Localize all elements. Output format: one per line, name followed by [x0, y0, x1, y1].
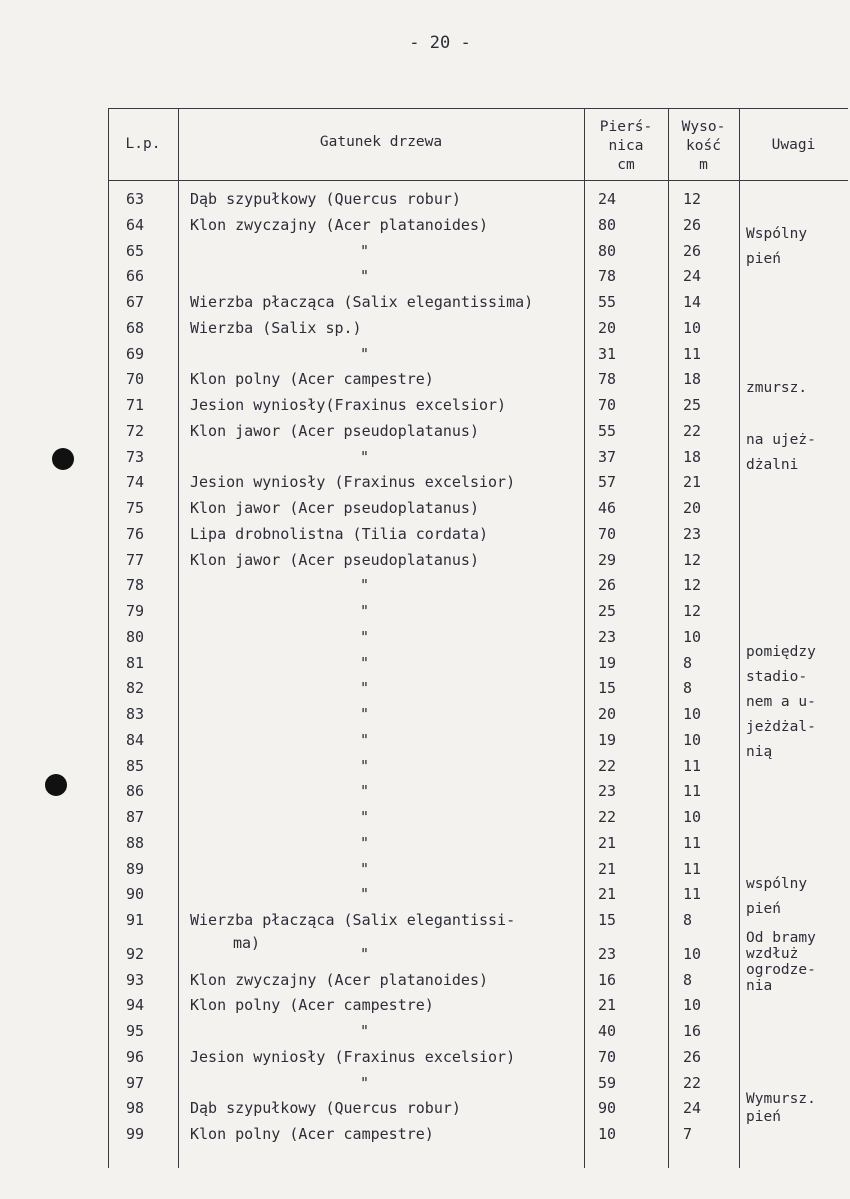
row-piersnica: 15 — [598, 911, 617, 929]
row-gatunek: Jesion wyniosły(Fraxinus excelsior) — [190, 396, 507, 414]
table-row — [108, 654, 848, 679]
row-gatunek: " — [360, 1073, 370, 1092]
row-wysokosc: 8 — [683, 911, 693, 929]
row-wysokosc: 11 — [683, 782, 702, 801]
row-piersnica: 21 — [598, 885, 617, 904]
table-row — [108, 1125, 848, 1150]
header-lp: L.p. — [125, 136, 161, 152]
row-piersnica: 80 — [598, 241, 617, 260]
row-gatunek: " — [360, 241, 370, 260]
header-bottom-border — [108, 180, 848, 181]
table-row — [108, 267, 848, 292]
row-wysokosc: 11 — [683, 833, 702, 852]
row-piersnica: 21 — [598, 833, 617, 852]
tree-inventory-table — [108, 108, 848, 1168]
row-lp: 83 — [126, 705, 145, 723]
row-piersnica: 24 — [598, 190, 617, 208]
row-lp: 76 — [126, 524, 145, 543]
table-row — [108, 782, 848, 807]
row-piersnica: 16 — [598, 970, 617, 989]
row-lp: 80 — [126, 627, 145, 646]
row-gatunek: " — [360, 627, 370, 646]
row-wysokosc: 26 — [683, 241, 702, 260]
row-lp: 79 — [126, 602, 145, 620]
row-gatunek: " — [360, 679, 370, 698]
row-gatunek: Dąb szypułkowy (Quercus robur) — [190, 190, 461, 208]
row-gatunek: Klon polny (Acer campestre) — [190, 370, 434, 389]
row-lp: 68 — [126, 318, 145, 337]
table-row — [108, 1099, 848, 1124]
row-lp: 75 — [126, 499, 145, 517]
row-wysokosc: 20 — [683, 499, 702, 517]
table-row — [108, 945, 848, 970]
row-gatunek: " — [360, 653, 370, 672]
table-row — [108, 971, 848, 996]
table-row — [108, 396, 848, 421]
table-row — [108, 576, 848, 601]
row-piersnica: 78 — [598, 267, 617, 286]
row-lp: 84 — [126, 730, 145, 749]
row-wysokosc: 8 — [683, 653, 693, 672]
row-lp: 82 — [126, 679, 145, 698]
table-row — [108, 1074, 848, 1099]
row-gatunek: Klon jawor (Acer pseudoplatanus) — [190, 499, 479, 517]
table-row — [108, 808, 848, 833]
row-lp: 66 — [126, 267, 145, 286]
row-wysokosc: 26 — [683, 215, 702, 234]
row-gatunek: " — [360, 602, 370, 620]
table-row — [108, 345, 848, 370]
note-zmursz: zmursz. — [746, 380, 808, 396]
header-uwagi: Uwagi — [771, 137, 816, 153]
row-gatunek: " — [360, 447, 370, 466]
row-lp: 97 — [126, 1073, 145, 1092]
row-gatunek: Klon polny (Acer campestre) — [190, 996, 434, 1015]
row-piersnica: 80 — [598, 215, 617, 234]
header-piersnica: Pierś- nica cm — [599, 119, 653, 173]
row-gatunek: " — [360, 344, 370, 363]
row-gatunek: Klon jawor (Acer pseudoplatanus) — [190, 550, 479, 569]
row-gatunek: " — [360, 885, 370, 904]
row-wysokosc: 14 — [683, 293, 702, 311]
row-lp: 64 — [126, 215, 145, 234]
table-row — [108, 370, 848, 395]
note-pomiedzy-stadionem: pomiędzy stadio- nem a u- jeżdżal- nią — [746, 644, 816, 760]
table-row — [108, 1048, 848, 1073]
row-piersnica: 26 — [598, 576, 617, 595]
row-gatunek: Klon zwyczajny (Acer platanoides) — [190, 215, 489, 234]
row-lp: 92 — [126, 944, 145, 963]
row-wysokosc: 12 — [683, 550, 702, 569]
row-piersnica: 70 — [598, 396, 617, 414]
row-wysokosc: 12 — [683, 576, 702, 595]
row-gatunek: Jesion wyniosły (Fraxinus excelsior) — [190, 1047, 516, 1066]
row-lp: 73 — [126, 447, 145, 466]
row-wysokosc: 23 — [683, 524, 702, 543]
row-gatunek: " — [360, 944, 370, 963]
row-lp: 69 — [126, 344, 145, 363]
table-top-border — [108, 108, 848, 109]
row-wysokosc: 10 — [683, 944, 702, 963]
row-piersnica: 22 — [598, 808, 617, 826]
row-piersnica: 23 — [598, 782, 617, 801]
row-91-continuation: ma) — [233, 934, 261, 952]
row-wysokosc: 21 — [683, 473, 702, 492]
table-row — [108, 525, 848, 550]
row-wysokosc: 18 — [683, 370, 702, 389]
row-lp: 86 — [126, 782, 145, 801]
table-row — [108, 473, 848, 498]
table-row — [108, 628, 848, 653]
row-piersnica: 22 — [598, 756, 617, 775]
row-piersnica: 57 — [598, 473, 617, 492]
row-wysokosc: 24 — [683, 267, 702, 286]
header-wysokosc: Wyso- kość m — [681, 119, 726, 173]
row-piersnica: 90 — [598, 1099, 617, 1118]
row-gatunek: Jesion wyniosły (Fraxinus excelsior) — [190, 473, 516, 492]
row-piersnica: 59 — [598, 1073, 617, 1092]
row-gatunek: Wierzba płacząca (Salix elegantissima) — [190, 293, 534, 311]
row-piersnica: 10 — [598, 1125, 617, 1143]
table-row — [108, 1022, 848, 1047]
row-piersnica: 31 — [598, 344, 617, 363]
row-lp: 89 — [126, 859, 145, 878]
note-wspolny-pien-2: wspólny pień — [746, 876, 808, 917]
row-gatunek: Klon polny (Acer campestre) — [190, 1125, 434, 1143]
row-wysokosc: 11 — [683, 885, 702, 904]
table-row — [108, 602, 848, 627]
row-wysokosc: 7 — [683, 1125, 693, 1143]
note-od-bramy: Od bramy wzdłuż ogrodze- nia — [746, 930, 816, 994]
row-piersnica: 20 — [598, 318, 617, 337]
row-gatunek: Dąb szypułkowy (Quercus robur) — [190, 1099, 461, 1118]
row-wysokosc: 8 — [683, 679, 693, 698]
row-wysokosc: 10 — [683, 730, 702, 749]
row-wysokosc: 10 — [683, 627, 702, 646]
row-wysokosc: 26 — [683, 1047, 702, 1066]
row-lp: 99 — [126, 1125, 145, 1143]
row-wysokosc: 24 — [683, 1099, 702, 1118]
row-gatunek: Klon zwyczajny (Acer platanoides) — [190, 970, 489, 989]
row-gatunek: " — [360, 705, 370, 723]
table-row — [108, 996, 848, 1021]
row-lp: 98 — [126, 1099, 145, 1118]
row-gatunek: " — [360, 859, 370, 878]
row-piersnica: 19 — [598, 730, 617, 749]
row-piersnica: 55 — [598, 293, 617, 311]
row-piersnica: 55 — [598, 421, 617, 440]
row-lp: 81 — [126, 653, 145, 672]
row-piersnica: 46 — [598, 499, 617, 517]
page-number: - 20 - — [409, 33, 471, 53]
table-row — [108, 293, 848, 318]
row-gatunek: Wierzba płacząca (Salix elegantissi- — [190, 911, 516, 929]
table-row — [108, 705, 848, 730]
row-lp: 93 — [126, 970, 145, 989]
row-lp: 74 — [126, 473, 145, 492]
row-wysokosc: 10 — [683, 318, 702, 337]
row-piersnica: 37 — [598, 447, 617, 466]
table-row — [108, 911, 848, 936]
row-wysokosc: 12 — [683, 190, 702, 208]
row-lp: 87 — [126, 808, 145, 826]
row-piersnica: 20 — [598, 705, 617, 723]
row-piersnica: 40 — [598, 1022, 617, 1040]
row-lp: 88 — [126, 833, 145, 852]
row-wysokosc: 25 — [683, 396, 702, 414]
table-row — [108, 242, 848, 267]
row-wysokosc: 11 — [683, 756, 702, 775]
row-piersnica: 25 — [598, 602, 617, 620]
row-wysokosc: 10 — [683, 808, 702, 826]
note-wymursz-pien: Wymursz. pień — [746, 1091, 816, 1125]
row-piersnica: 70 — [598, 1047, 617, 1066]
table-row — [108, 422, 848, 447]
row-lp: 67 — [126, 293, 145, 311]
header-gatunek: Gatunek drzewa — [319, 134, 443, 150]
table-row — [108, 885, 848, 910]
row-lp: 78 — [126, 576, 145, 595]
table-row — [108, 448, 848, 473]
row-piersnica: 15 — [598, 679, 617, 698]
row-gatunek: Lipa drobnolistna (Tilia cordata) — [190, 524, 489, 543]
row-lp: 65 — [126, 241, 145, 260]
table-row — [108, 731, 848, 756]
row-piersnica: 19 — [598, 653, 617, 672]
row-lp: 72 — [126, 421, 145, 440]
table-row — [108, 216, 848, 241]
row-gatunek: " — [360, 808, 370, 826]
row-gatunek: " — [360, 833, 370, 852]
row-gatunek: Klon jawor (Acer pseudoplatanus) — [190, 421, 479, 440]
row-lp: 63 — [126, 190, 145, 208]
row-piersnica: 21 — [598, 859, 617, 878]
table-row — [108, 834, 848, 859]
row-lp: 71 — [126, 396, 145, 414]
table-row — [108, 319, 848, 344]
row-wysokosc: 10 — [683, 996, 702, 1015]
row-wysokosc: 16 — [683, 1022, 702, 1040]
row-gatunek: " — [360, 576, 370, 595]
row-gatunek: " — [360, 730, 370, 749]
row-piersnica: 23 — [598, 627, 617, 646]
table-row — [108, 190, 848, 215]
row-wysokosc: 11 — [683, 344, 702, 363]
row-lp: 95 — [126, 1022, 145, 1040]
row-lp: 96 — [126, 1047, 145, 1066]
row-wysokosc: 12 — [683, 602, 702, 620]
row-lp: 94 — [126, 996, 145, 1015]
table-row — [108, 679, 848, 704]
row-piersnica: 70 — [598, 524, 617, 543]
table-row — [108, 860, 848, 885]
row-wysokosc: 22 — [683, 1073, 702, 1092]
row-piersnica: 23 — [598, 944, 617, 963]
row-lp: 85 — [126, 756, 145, 775]
row-wysokosc: 18 — [683, 447, 702, 466]
table-row — [108, 757, 848, 782]
table-row — [108, 551, 848, 576]
row-gatunek: " — [360, 1022, 370, 1040]
row-wysokosc: 8 — [683, 970, 693, 989]
row-lp: 70 — [126, 370, 145, 389]
table-row — [108, 499, 848, 524]
row-lp: 91 — [126, 911, 145, 929]
row-wysokosc: 10 — [683, 705, 702, 723]
row-lp: 90 — [126, 885, 145, 904]
row-wysokosc: 11 — [683, 859, 702, 878]
row-piersnica: 21 — [598, 996, 617, 1015]
punch-hole-bottom — [45, 774, 67, 796]
row-piersnica: 78 — [598, 370, 617, 389]
row-gatunek: " — [360, 782, 370, 801]
row-lp: 77 — [126, 550, 145, 569]
punch-hole-top — [52, 448, 74, 470]
row-gatunek: Wierzba (Salix sp.) — [190, 318, 362, 337]
note-wspolny-pien-1: Wspólny pień — [746, 226, 808, 267]
row-gatunek: " — [360, 756, 370, 775]
note-na-ujezdzalni: na ujeż- dżalni — [746, 432, 816, 473]
row-piersnica: 29 — [598, 550, 617, 569]
row-wysokosc: 22 — [683, 421, 702, 440]
row-gatunek: " — [360, 267, 370, 286]
